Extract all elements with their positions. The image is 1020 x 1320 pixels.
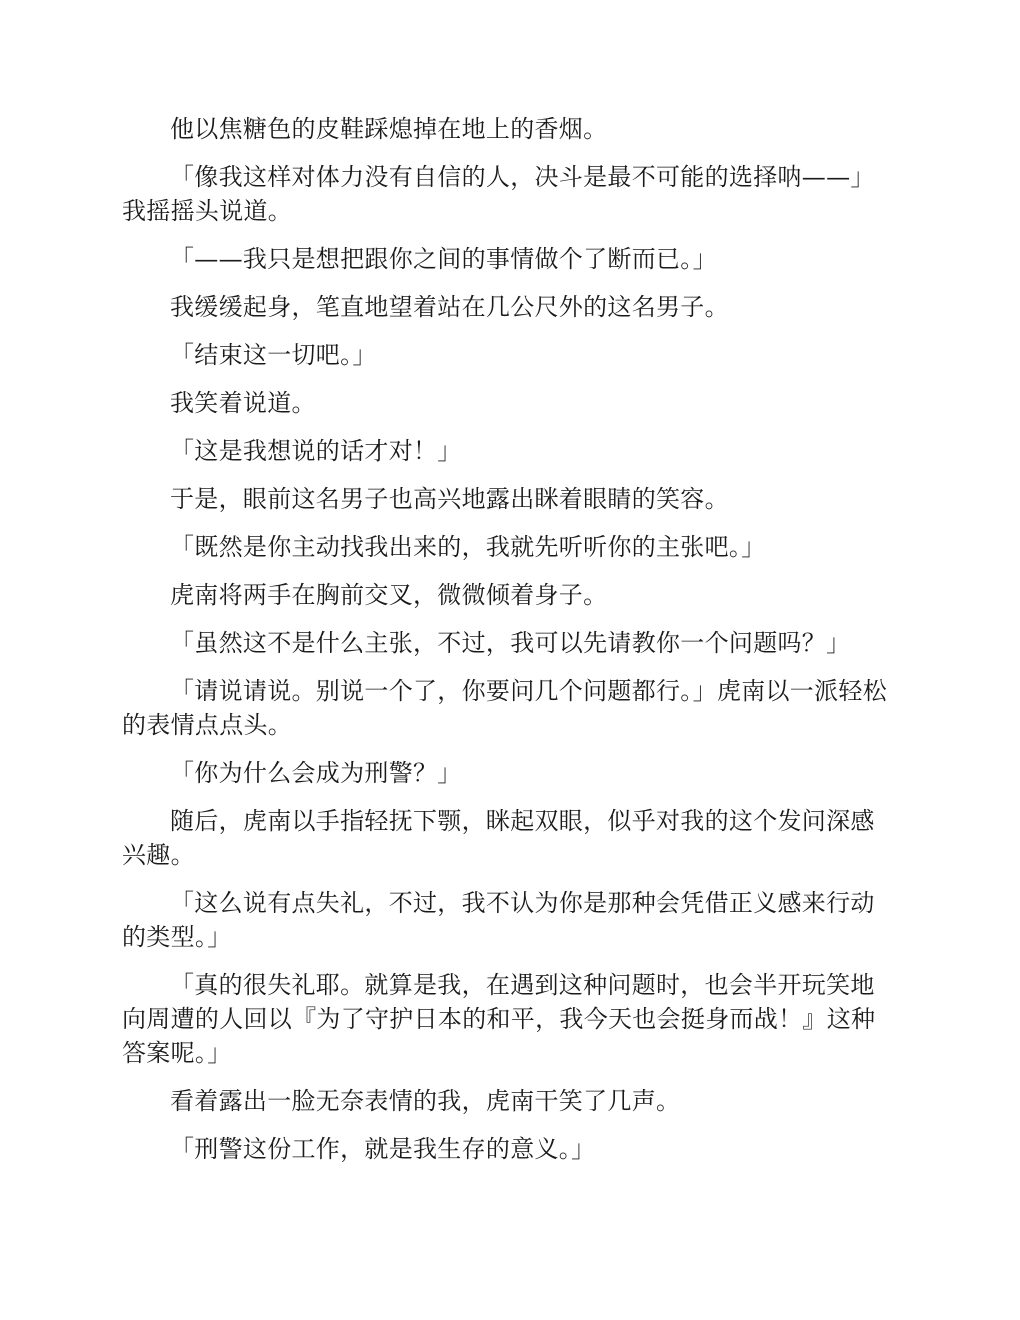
- paragraph: 「虽然这不是什么主张，不过，我可以先请教你一个问题吗？」: [170, 629, 851, 657]
- paragraph: 「这么说有点失礼，不过，我不认为你是那种会凭借正义感来行动的类型。」: [122, 889, 875, 951]
- paragraph: 「请说请说。别说一个了，你要问几个问题都行。」虎南以一派轻松的表情点点头。: [122, 677, 887, 739]
- paragraph: 虎南将两手在胸前交叉，微微倾着身子。: [170, 581, 608, 609]
- paragraph: 我笑着说道。: [170, 389, 316, 417]
- paragraph: 看着露出一脸无奈表情的我，虎南干笑了几声。: [170, 1087, 681, 1115]
- paragraph: 于是，眼前这名男子也高兴地露出眯着眼睛的笑容。: [170, 485, 729, 513]
- paragraph: 「真的很失礼耶。就算是我，在遇到这种问题时，也会半开玩笑地向周遭的人回以『为了守护日本的和平，我今天也会挺身而战！』这种答案呢。」: [122, 971, 876, 1067]
- paragraph: 「这是我想说的话才对！」: [170, 437, 462, 465]
- paragraph: 「刑警这份工作，就是我生存的意义。」: [170, 1135, 596, 1163]
- paragraph: 「结束这一切吧。」: [170, 341, 377, 369]
- paragraph: 他以焦糖色的皮鞋踩熄掉在地上的香烟。: [170, 115, 608, 143]
- paragraph: 「像我这样对体力没有自信的人，决斗是最不可能的选择呐——」我摇摇头说道。: [122, 163, 875, 225]
- paragraph: 「既然是你主动找我出来的，我就先听听你的主张吧。」: [170, 533, 766, 561]
- paragraph: 「——我只是想把跟你之间的事情做个了断而已。」: [170, 245, 717, 273]
- paragraph: 「你为什么会成为刑警？」: [170, 759, 462, 787]
- document-page: [122, 112, 897, 1180]
- paragraph: 我缓缓起身，笔直地望着站在几公尺外的这名男子。: [170, 293, 729, 321]
- paragraph: 随后，虎南以手指轻抚下颚，眯起双眼，似乎对我的这个发问深感兴趣。: [122, 807, 875, 869]
